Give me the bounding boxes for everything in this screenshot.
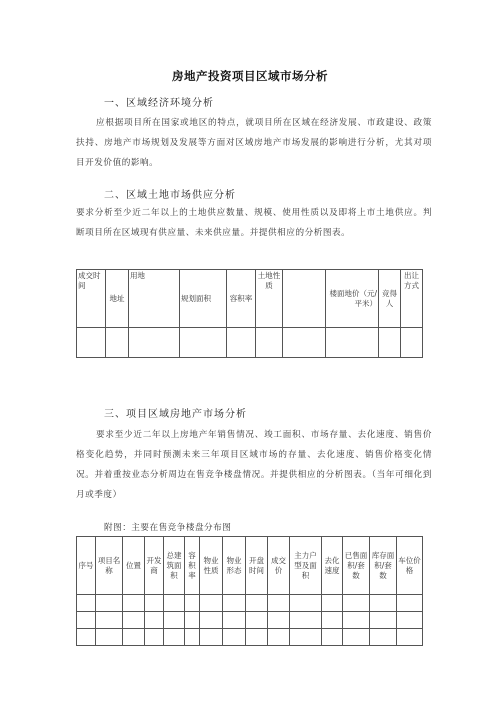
table-cell[interactable] — [401, 328, 423, 358]
table-row — [77, 629, 423, 646]
table-cell[interactable] — [343, 612, 370, 629]
table-cell[interactable] — [200, 595, 223, 612]
table-cell[interactable] — [246, 629, 268, 646]
section-heading-land: 二、区域土地市场供应分析 — [104, 190, 236, 201]
table-cell[interactable] — [106, 328, 129, 358]
table-cell[interactable] — [129, 328, 180, 358]
table-cell[interactable] — [145, 629, 164, 646]
table-row — [77, 328, 423, 358]
comp-col-property-form: 物业形态 — [223, 537, 246, 595]
land-col-winner: 竞得人 — [379, 270, 401, 328]
table-cell[interactable] — [397, 612, 423, 629]
table-cell[interactable] — [164, 612, 185, 629]
table-cell[interactable] — [283, 328, 326, 358]
comp-col-plot-ratio: 容积率 — [185, 537, 200, 595]
table-cell[interactable] — [77, 595, 96, 612]
land-table-header-row — [77, 270, 423, 328]
table-cell[interactable] — [227, 328, 256, 358]
section-body-economy: 应根据项目所在国家或地区的特点，就项目所在区域在经济发展、市政建设、政策扶持、房地产市场规划及发展等方面对区域房地产市场发展的影响进行分析，尤其对项目开发价值的影响。 — [76, 118, 432, 168]
land-col-transfer-method: 出让方式 — [401, 270, 423, 328]
table-cell[interactable] — [268, 595, 290, 612]
comp-col-absorption: 去化速度 — [322, 537, 343, 595]
table-cell[interactable] — [200, 629, 223, 646]
land-col-deal-time: 成交时间 — [77, 270, 106, 328]
land-col-land-nature: 土地性质 — [256, 270, 283, 328]
table-cell[interactable] — [290, 595, 322, 612]
table-cell[interactable] — [145, 595, 164, 612]
table-cell[interactable] — [322, 612, 343, 629]
table-cell[interactable] — [290, 612, 322, 629]
table-cell[interactable] — [96, 629, 123, 646]
competitor-table-header-row — [77, 537, 423, 595]
comp-col-opening-time: 开盘时间 — [246, 537, 268, 595]
table-cell[interactable] — [256, 328, 283, 358]
land-col-blank — [283, 270, 326, 328]
table-cell[interactable] — [123, 595, 145, 612]
comp-col-sold: 已售面积/套数 — [343, 537, 370, 595]
section-body-market: 要求至少近二年以上房地产年销售情况、竣工面积、市场存量、去化速度、销售价格变化趋势，并同时预测未来三年项目区域市场的存量、去化速度、销售价格变化情况。并着重按业态分析周边在售竞争楼盘情况。并提供相应的分析图表。（当年可细化到月或季度） — [76, 430, 432, 500]
table-cell[interactable] — [246, 595, 268, 612]
comp-col-total-area: 总建筑面积 — [164, 537, 185, 595]
comp-col-parking-price: 车位价格 — [397, 537, 423, 595]
table-row — [77, 612, 423, 629]
table-cell[interactable] — [290, 629, 322, 646]
table-cell[interactable] — [123, 612, 145, 629]
table-cell[interactable] — [77, 328, 106, 358]
table-cell[interactable] — [223, 612, 246, 629]
table-cell[interactable] — [343, 629, 370, 646]
table-cell[interactable] — [268, 629, 290, 646]
table-cell[interactable] — [343, 595, 370, 612]
table-cell[interactable] — [370, 612, 397, 629]
land-col-planned-area: 规划面积 — [180, 270, 227, 328]
document-title: 房地产投资项目区域市场分析 — [172, 69, 328, 83]
comp-col-location: 位置 — [123, 537, 145, 595]
comp-col-main-unit: 主力户型及面积 — [290, 537, 322, 595]
table-cell[interactable] — [123, 629, 145, 646]
table-cell[interactable] — [322, 629, 343, 646]
table-cell[interactable] — [96, 595, 123, 612]
table-cell[interactable] — [379, 328, 401, 358]
table-cell[interactable] — [77, 612, 96, 629]
table-cell[interactable] — [326, 328, 379, 358]
land-col-plot-ratio: 容积率 — [227, 270, 256, 328]
table-cell[interactable] — [96, 612, 123, 629]
table-cell[interactable] — [223, 595, 246, 612]
table-cell[interactable] — [164, 629, 185, 646]
land-supply-table — [76, 269, 423, 358]
table-cell[interactable] — [322, 595, 343, 612]
comp-col-property-nature: 物业性质 — [200, 537, 223, 595]
table-cell[interactable] — [185, 595, 200, 612]
table-cell[interactable] — [185, 629, 200, 646]
competitor-map-caption: 附图：主要在售竞争楼盘分布图 — [104, 523, 232, 533]
land-col-floor-price: 楼面地价（元/平米） — [326, 270, 379, 328]
table-cell[interactable] — [185, 612, 200, 629]
table-cell[interactable] — [77, 629, 96, 646]
table-cell[interactable] — [246, 612, 268, 629]
table-cell[interactable] — [180, 328, 227, 358]
table-row — [77, 595, 423, 612]
section-heading-market: 三、项目区域房地产市场分析 — [104, 409, 247, 420]
table-cell[interactable] — [164, 595, 185, 612]
table-cell[interactable] — [268, 612, 290, 629]
comp-col-index: 序号 — [77, 537, 96, 595]
table-cell[interactable] — [397, 629, 423, 646]
comp-col-project-name: 项目名称 — [96, 537, 123, 595]
comp-col-inventory: 库存面积/套数 — [370, 537, 397, 595]
table-cell[interactable] — [200, 612, 223, 629]
table-cell[interactable] — [223, 629, 246, 646]
section-body-land: 要求分析至少近二年以上的土地供应数量、规模、使用性质以及即将上市土地供应。判断项目所在区域现有供应量、未来供应量。并提供相应的分析图表。 — [76, 208, 432, 238]
land-col-land-use: 用地 — [129, 270, 180, 328]
competitor-table — [76, 536, 423, 646]
comp-col-developer: 开发商 — [145, 537, 164, 595]
table-cell[interactable] — [145, 612, 164, 629]
table-cell[interactable] — [397, 595, 423, 612]
section-heading-economy: 一、区域经济环境分析 — [104, 98, 214, 109]
land-col-address: 地址 — [106, 270, 129, 328]
comp-col-deal-price: 成交价 — [268, 537, 290, 595]
table-cell[interactable] — [370, 595, 397, 612]
table-cell[interactable] — [370, 629, 397, 646]
